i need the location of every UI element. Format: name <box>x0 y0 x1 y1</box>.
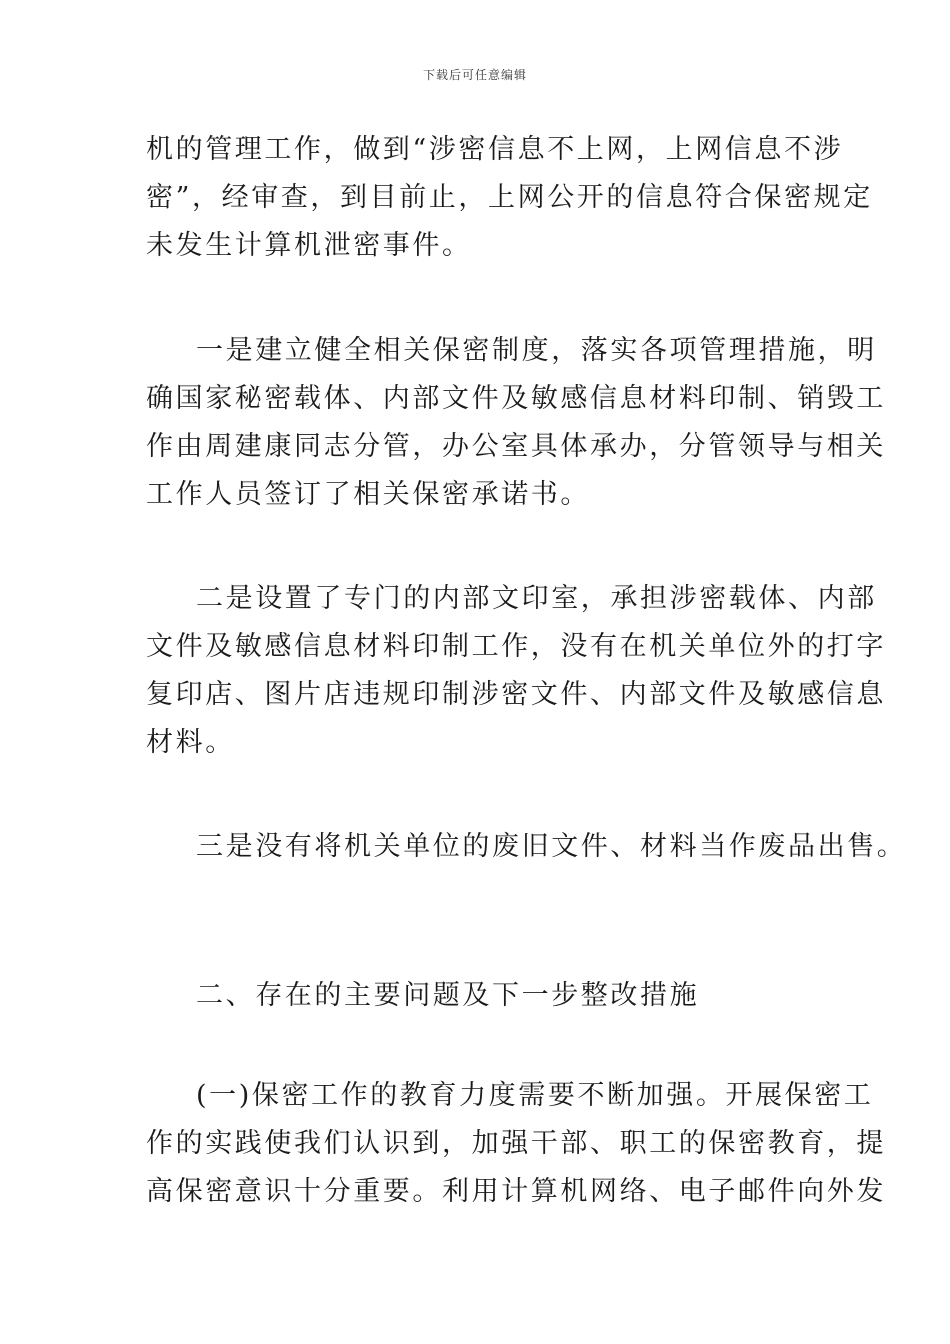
paragraph-line: 工作人员签订了相关保密承诺书。 <box>146 479 590 510</box>
paragraph-line: 未发生计算机泄密事件。 <box>146 230 472 261</box>
paragraph-line: 作的实践使我们认识到，加强干部、职工的保密教育，提 <box>146 1128 886 1159</box>
paragraph-line: 密”，经审查，到目前止，上网公开的信息符合保密规定 <box>146 182 873 213</box>
paragraph-line: 机的管理工作，做到“涉密信息不上网，上网信息不涉 <box>146 134 844 165</box>
paragraph-line: (一)保密工作的教育力度需要不断加强。开展保密工 <box>196 1080 874 1111</box>
section-heading: 二、存在的主要问题及下一步整改措施 <box>196 980 700 1011</box>
header-note: 下载后可任意编辑 <box>422 68 527 82</box>
paragraph-line: 确国家秘密载体、内部文件及敏感信息材料印制、销毁工 <box>146 383 886 414</box>
paragraph-line: 作由周建康同志分管，办公室具体承办，分管领导与相关 <box>146 431 886 462</box>
paragraph-line: 复印店、图片店违规印制涉密文件、内部文件及敏感信息 <box>146 679 886 710</box>
paragraph-line: 三是没有将机关单位的废旧文件、材料当作废品出售。 <box>196 831 907 862</box>
paragraph-line: 高保密意识十分重要。利用计算机网络、电子邮件向外发 <box>146 1176 886 1207</box>
paragraph-line: 文件及敏感信息材料印制工作，没有在机关单位外的打字 <box>146 631 886 662</box>
paragraph-line: 二是设置了专门的内部文印室，承担涉密载体、内部 <box>196 583 877 614</box>
paragraph-line: 一是建立健全相关保密制度，落实各项管理措施，明 <box>196 335 877 366</box>
paragraph-line: 材料。 <box>146 727 235 758</box>
